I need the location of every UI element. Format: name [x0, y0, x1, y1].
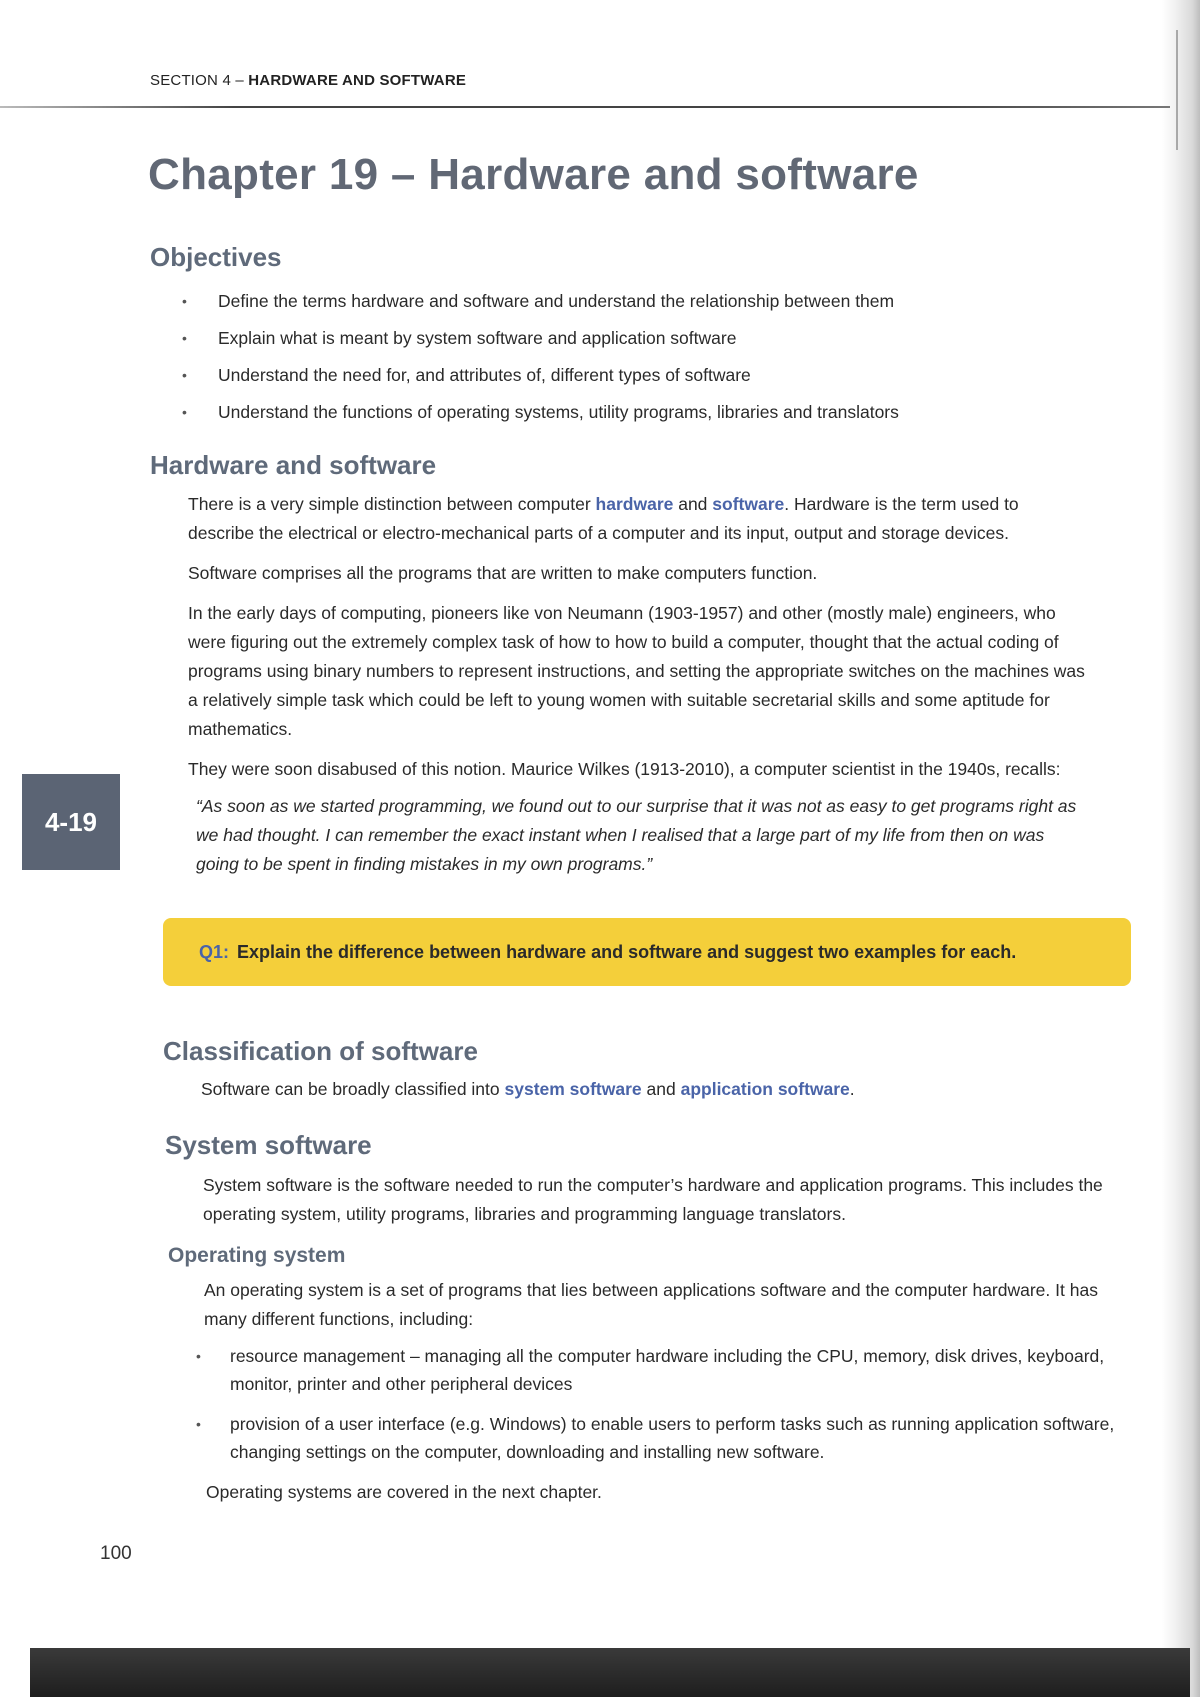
- objectives-list: [150, 283, 1010, 431]
- hardware-software-heading: Hardware and software: [150, 450, 437, 480]
- list-item: • Understand the need for, and attributes of, different types of software: [150, 357, 1010, 394]
- operating-system-section: [168, 1244, 1128, 1507]
- paragraph: There is a very simple distinction between computer hardware and software. Hardware is the term used to describe the electrical or electro-mechanical parts of a computer and its input, output and storage devices.: [188, 494, 1019, 543]
- bullet-icon: •: [196, 1348, 201, 1364]
- bullet-icon: •: [182, 367, 187, 383]
- chapter-tab: 4-19: [22, 774, 120, 870]
- system-software-section: [165, 1130, 1125, 1229]
- hardware-software-section: [150, 450, 1110, 481]
- bullet-icon: •: [182, 330, 187, 346]
- list-item: • provision of a user interface (e.g. Windows) to enable users to perform tasks such as running application software, changing settings on the computer, downloading and installing new software.: [192, 1410, 1128, 1466]
- chapter-title: Chapter 19 – Hardware and software: [148, 150, 919, 199]
- keyword-application-software: application software: [680, 1079, 850, 1099]
- scan-bottom-edge: [30, 1648, 1190, 1697]
- page-number: 100: [100, 1543, 132, 1564]
- list-item: • Define the terms hardware and software and understand the relationship between them: [150, 283, 1010, 320]
- list-item: • Explain what is meant by system software and application software: [150, 320, 1010, 357]
- bullet-icon: •: [182, 404, 187, 420]
- running-header: [150, 72, 466, 89]
- operating-system-heading: Operating system: [168, 1244, 346, 1267]
- list-item: • Understand the functions of operating systems, utility programs, libraries and translators: [150, 394, 1010, 431]
- paragraph: An operating system is a set of programs that lies between applications software and the computer hardware. It has many different functions, including:: [204, 1280, 1098, 1329]
- paragraph: They were soon disabused of this notion. Maurice Wilkes (1913-2010), a computer scientist in the 1940s, recalls:: [188, 759, 1061, 779]
- question-text: Explain the difference between hardware and software and suggest two examples for each.: [237, 941, 1017, 962]
- system-software-heading: System software: [165, 1130, 372, 1160]
- paragraph: Software can be broadly classified into system software and application software.: [201, 1079, 855, 1099]
- page-binding-shadow: [1162, 0, 1200, 1697]
- classification-section: [163, 1036, 1123, 1104]
- objectives-heading: Objectives: [150, 242, 282, 272]
- question-box: [163, 918, 1131, 986]
- list-item: • resource management – managing all the computer hardware including the CPU, memory, disk drives, keyboard, monitor, printer and other peripheral devices: [192, 1342, 1128, 1398]
- keyword-software: software: [712, 494, 785, 514]
- bullet-icon: •: [196, 1416, 201, 1432]
- hardware-software-body: [188, 490, 1088, 879]
- paragraph: In the early days of computing, pioneers like von Neumann (1903-1957) and other (mostly male) engineers, who were figuring out the extremely complex task of how to how to build a computer, thought that the actual coding of programs using binary numbers to represent instructions, and setting the appropriate switches on the machines was a relatively simple task which could be left to young women with suitable secretarial skills and some aptitude for mathematics.: [188, 603, 1085, 739]
- page-edge: [1176, 30, 1178, 150]
- header-section-title: HARDWARE AND SOFTWARE: [248, 72, 467, 89]
- header-section-prefix: SECTION 4 –: [150, 72, 249, 89]
- objectives-section: [150, 242, 1010, 431]
- os-functions-list: [168, 1342, 1128, 1466]
- question-label: Q1:: [199, 941, 230, 962]
- keyword-hardware: hardware: [595, 494, 674, 514]
- classification-heading: Classification of software: [163, 1036, 478, 1066]
- header-rule: [0, 106, 1170, 108]
- bullet-icon: •: [182, 293, 187, 309]
- paragraph: Software comprises all the programs that are written to make computers function.: [188, 563, 818, 583]
- paragraph: Operating systems are covered in the next chapter.: [206, 1482, 602, 1502]
- wilkes-quote: “As soon as we started programming, we found out to our surprise that it was not as easy to get programs right as we had thought. I can remember the exact instant when I realised that a large part of my life from then on was going to be spent in finding mistakes in my own programs.”: [196, 796, 1077, 874]
- paragraph: System software is the software needed to run the computer’s hardware and application programs. This includes the operating system, utility programs, libraries and programming language translators.: [203, 1175, 1103, 1224]
- keyword-system-software: system software: [504, 1079, 642, 1099]
